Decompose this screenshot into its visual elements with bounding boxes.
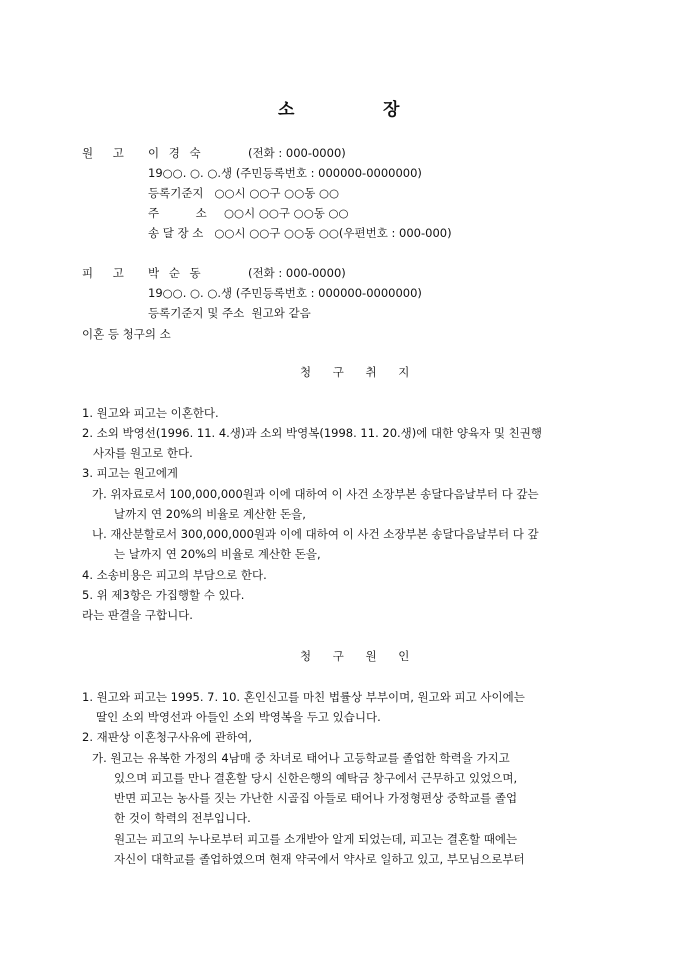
purpose-subitem: 는 날까지 연 20%의 비율로 계산한 돈을, xyxy=(114,547,321,561)
purpose-item: 4. 소송비용은 피고의 부담으로 한다. xyxy=(82,568,267,582)
purpose-heading: 청 구 취 지 xyxy=(300,365,419,379)
case-name: 이혼 등 청구의 소 xyxy=(82,327,171,341)
defendant-registry: 등록기준지 및 주소 원고와 같음 xyxy=(148,306,311,320)
cause-subitem: 있으며 피고를 만나 결혼할 당시 신한은행의 예탁금 창구에서 근무하고 있었으며, xyxy=(114,771,518,785)
plaintiff-address-label: 주 소 xyxy=(148,206,207,220)
cause-subitem: 가. 원고는 유복한 가정의 4남매 중 차녀로 태어나 고등학교를 졸업한 학력을 가지고 xyxy=(92,751,510,765)
defendant-phone: (전화 : 000-0000) xyxy=(248,266,346,280)
plaintiff-birth: 19○○. ○. ○.생 (주민등록번호 : 000000-0000000) xyxy=(148,166,422,180)
plaintiff-address: ○○시 ○○구 ○○동 ○○ xyxy=(224,206,349,220)
plaintiff-phone: (전화 : 000-0000) xyxy=(248,146,346,160)
defendant-birth: 19○○. ○. ○.생 (주민등록번호 : 000000-0000000) xyxy=(148,286,422,300)
plaintiff-delivery-address: 송 달 장 소 ○○시 ○○구 ○○동 ○○(우편번호 : 000-000) xyxy=(148,226,452,240)
defendant-name: 박 순 동 xyxy=(148,266,204,280)
purpose-subitem: 나. 재산분할로서 300,000,000원과 이에 대하여 이 사건 소장부본 송달다음날부터 다 갚 xyxy=(92,527,539,541)
plaintiff-role: 원 고 xyxy=(82,146,132,160)
purpose-item: 3. 피고는 원고에게 xyxy=(82,466,179,480)
purpose-subitem: 가. 위자료로서 100,000,000원과 이에 대하여 이 사건 소장부본 송달다음날부터 다 갚는 xyxy=(92,487,539,501)
purpose-item: 5. 위 제3항은 가집행할 수 있다. xyxy=(82,588,245,602)
plaintiff-registry: 등록기준지 ○○시 ○○구 ○○동 ○○ xyxy=(148,186,340,200)
cause-subitem: 한 것이 학력의 전부입니다. xyxy=(114,811,251,825)
defendant-role: 피 고 xyxy=(82,266,132,280)
purpose-item: 사자를 원고로 한다. xyxy=(82,446,193,460)
cause-item: 1. 원고와 피고는 1995. 7. 10. 혼인신고를 마친 법률상 부부이며, 원고와 피고 사이에는 xyxy=(82,690,525,704)
cause-item: 2. 재판상 이혼청구사유에 관하여, xyxy=(82,730,253,744)
cause-heading: 청 구 원 인 xyxy=(300,649,419,663)
purpose-subitem: 날까지 연 20%의 비율로 계산한 돈을, xyxy=(114,507,306,521)
cause-subitem: 원고는 피고의 누나로부터 피고를 소개받아 알게 되었는데, 피고는 결혼할 때에는 xyxy=(114,832,518,846)
purpose-item: 2. 소외 박영선(1996. 11. 4.생)과 소외 박영복(1998. 11. 20.생)에 대한 양육자 및 친권행 xyxy=(82,426,542,440)
plaintiff-name: 이 경 숙 xyxy=(148,146,204,160)
cause-subitem: 반면 피고는 농사를 짓는 가난한 시골집 아들로 태어나 가정형편상 중학교를 졸업 xyxy=(114,791,518,805)
cause-item: 딸인 소외 박영선과 아들인 소외 박영복을 두고 있습니다. xyxy=(96,710,381,724)
cause-subitem: 자신이 대학교를 졸업하였으며 현재 약국에서 약사로 일하고 있고, 부모님으로부터 xyxy=(114,852,525,866)
purpose-item: 1. 원고와 피고는 이혼한다. xyxy=(82,406,219,420)
document-title-left: 소 xyxy=(278,100,295,120)
document-title-right: 장 xyxy=(383,100,400,120)
purpose-closing: 라는 판결을 구합니다. xyxy=(82,608,193,622)
